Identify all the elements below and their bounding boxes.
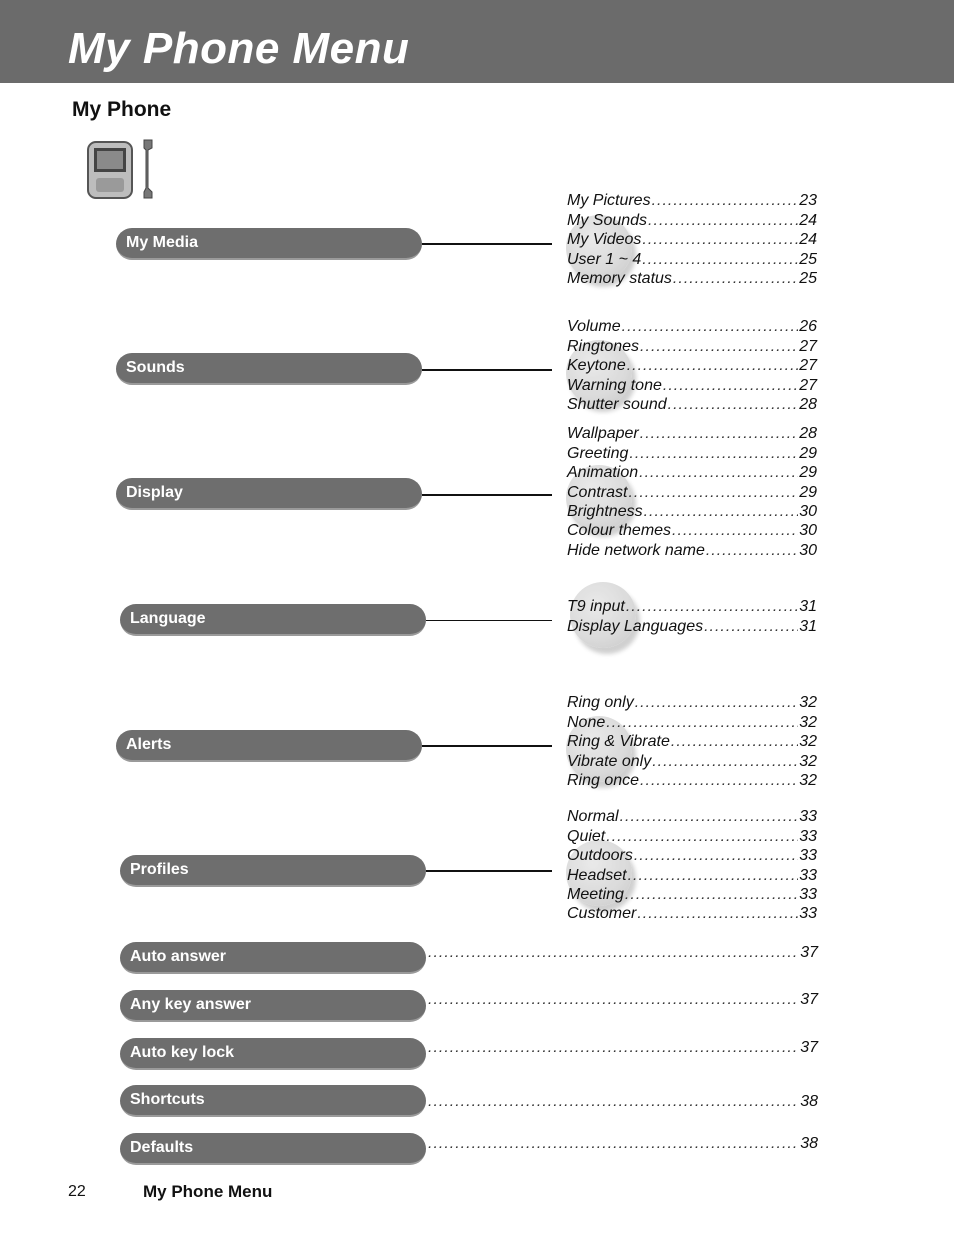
sounds-submenu [567,317,817,414]
list-item[interactable]: Shutter sound ..... 28 [567,395,817,414]
list-item[interactable]: User 1 ~ 4 ..... 25 [567,249,817,268]
connector-line [422,494,552,496]
list-item[interactable]: Animation ..... 29 [567,463,817,482]
list-item[interactable]: Quiet ..... 33 [567,826,817,845]
connector-line [422,243,552,245]
menu-my-media[interactable]: My Media [116,228,422,260]
menu-profiles[interactable]: Profiles [120,855,426,887]
list-item[interactable]: My Sounds ..... 24 [567,210,817,229]
any-key-answer-leader [428,989,818,1009]
display-submenu [567,424,817,560]
menu-display[interactable]: Display [116,478,422,510]
list-item[interactable]: Headset ..... 33 [567,865,817,884]
list-item[interactable]: Outdoors ..... 33 [567,846,817,865]
list-item[interactable]: Hide network name ..... 30 [567,540,817,559]
connector-line [426,870,552,872]
page-number: 37 [800,991,818,1008]
footer-page-number: 22 [68,1183,86,1200]
list-item[interactable]: Warning tone ..... 27 [567,375,817,394]
menu-language[interactable]: Language [120,604,426,636]
list-item[interactable]: Volume ..... 26 [567,317,817,336]
phone-settings-icon [82,136,162,200]
page-number: 37 [800,944,818,961]
page-number: 38 [800,1135,818,1152]
list-item[interactable]: Customer ..... 33 [567,904,817,923]
auto-key-lock-leader [428,1037,818,1057]
menu-sounds[interactable]: Sounds [116,353,422,385]
footer-title: My Phone Menu [143,1182,273,1201]
menu-shortcuts[interactable]: Shortcuts [120,1085,426,1117]
connector-line [426,620,552,621]
list-item[interactable]: Ringtones ..... 27 [567,336,817,355]
list-item[interactable]: Display Languages ..... 31 [567,616,817,635]
menu-auto-answer[interactable]: Auto answer [120,942,426,974]
page-number: 37 [800,1039,818,1056]
list-item[interactable]: Keytone ..... 27 [567,356,817,375]
menu-auto-key-lock[interactable]: Auto key lock [120,1038,426,1070]
menu-any-key-answer[interactable]: Any key answer [120,990,426,1022]
list-item[interactable]: Normal ..... 33 [567,807,817,826]
auto-answer-leader [428,942,818,962]
connector-line [422,745,552,747]
list-item[interactable]: Ring & Vibrate ..... 32 [567,732,817,751]
section-title: My Phone [72,98,172,121]
list-item[interactable]: Greeting ..... 29 [567,443,817,462]
alerts-submenu [567,693,817,790]
profiles-submenu [567,807,817,923]
list-item[interactable]: Vibrate only ..... 32 [567,751,817,770]
language-submenu [567,597,817,636]
list-item[interactable]: None ..... 32 [567,712,817,731]
defaults-leader [428,1133,818,1153]
list-item[interactable]: Meeting ..... 33 [567,885,817,904]
menu-defaults[interactable]: Defaults [120,1133,426,1165]
list-item[interactable]: Ring only ..... 32 [567,693,817,712]
list-item[interactable]: Brightness ..... 30 [567,502,817,521]
list-item[interactable]: Colour themes ..... 30 [567,521,817,540]
list-item[interactable]: Wallpaper ..... 28 [567,424,817,443]
shortcuts-leader [428,1091,818,1111]
my-media-submenu [567,191,817,288]
list-item[interactable]: Ring once ..... 32 [567,771,817,790]
list-item[interactable]: Contrast ..... 29 [567,482,817,501]
list-item[interactable]: Memory status ..... 25 [567,269,817,288]
list-item[interactable]: T9 input ..... 31 [567,597,817,616]
menu-alerts[interactable]: Alerts [116,730,422,762]
page-title: My Phone Menu [68,24,410,73]
list-item[interactable]: My Videos ..... 24 [567,230,817,249]
connector-line [422,369,552,371]
page-number: 38 [800,1093,818,1110]
list-item[interactable]: My Pictures ..... 23 [567,191,817,210]
header-bar [0,0,954,83]
